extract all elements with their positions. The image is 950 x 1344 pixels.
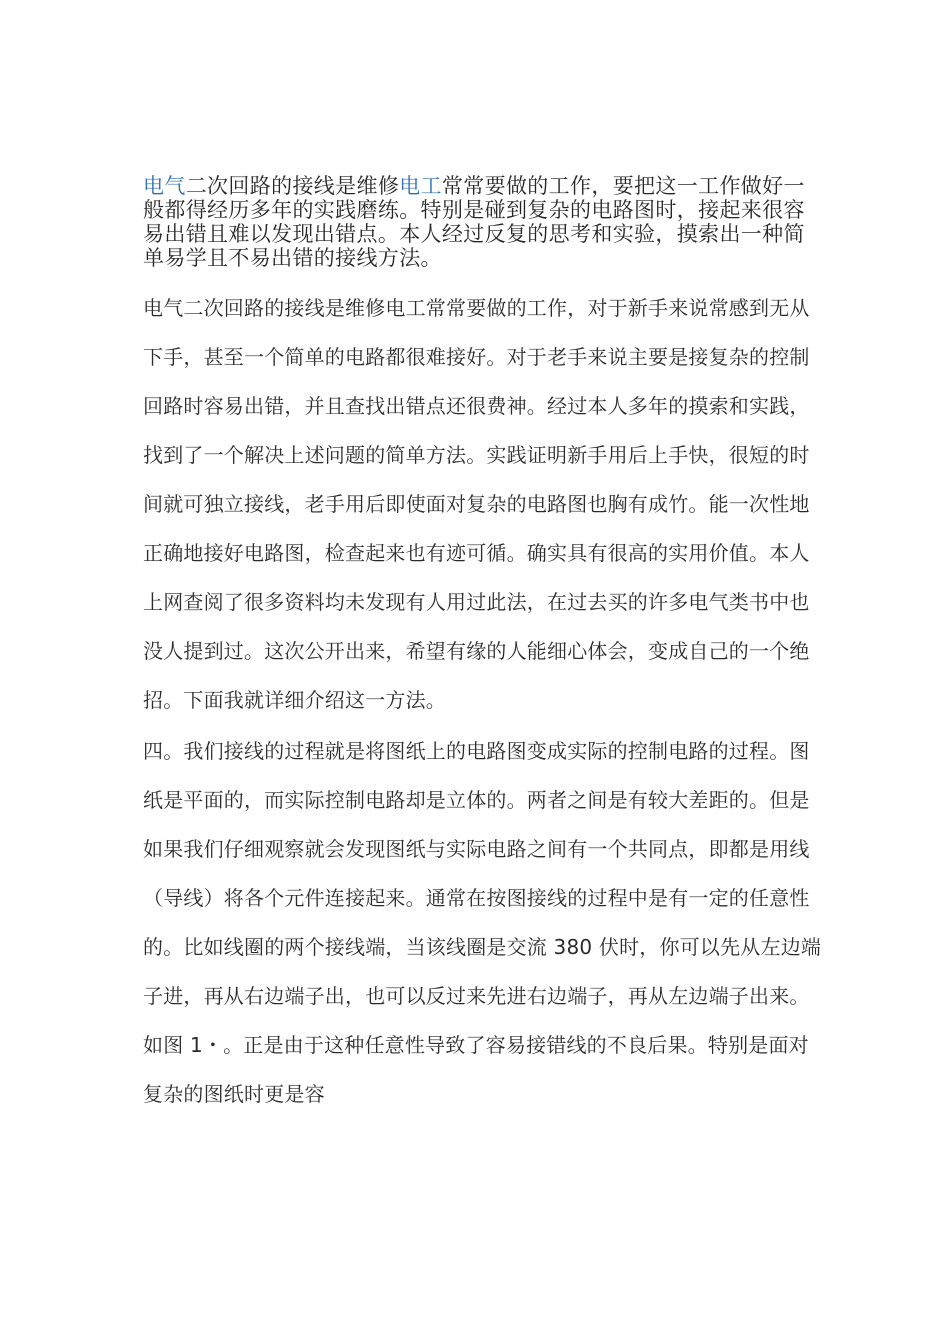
body-paragraph-2: 四。我们接线的过程就是将图纸上的电路图变成实际的控制电路的过程。图纸是平面的，而实际控制电路却是立体的。两者之间是有较大差距的。但是如果我们仔细观察就会发现图纸与实际电路之间有一个共同点，即都是用线（导线）将各个元件连接起来。通常在按图接线的过程中是有一定的任意性的。比如线圈的两个接线端，当该线圈是交流 380 伏时，你可以先从左边端子进，再从右边端子出，也可以反过来先进右边端子，再从左边端子出来。如图 1・。正是由于这种任意性导致了容易接错线的不良后果。特别是面对复杂的图纸时更是容: [143, 739, 822, 1106]
document-body: [143, 174, 823, 1119]
link-diangong[interactable]: 电工: [399, 174, 442, 198]
body-paragraph-1: 电气二次回路的接线是维修电工常常要做的工作，对于新手来说常感到无从下手，甚至一个简单的电路都很难接好。对于老手来说主要是接复杂的控制回路时容易出错，并且查找出错点还很费神。经过本人多年的摸索和实践，找到了一个解决上述问题的简单方法。实践证明新手用后上手快，很短的时间就可独立接线，老手用后即使面对复杂的电路图也胸有成竹。能一次性地正确地接好电路图，检查起来也有迹可循。确实具有很高的实用价值。本人上网查阅了很多资料均未发现有人用过此法，在过去买的许多电气类书中也没人提到过。这次公开出来，希望有缘的人能细心体会，变成自己的一个绝招。下面我就详细介绍这一方法。: [143, 296, 810, 712]
intro-paragraph: [143, 174, 823, 270]
intro-text-part1: 二次回路的接线是维修: [185, 174, 400, 198]
intro-text-part2: 常常要做的工作，要把这一工作做好一般都得经历多年的实践磨练。特别是碰到复杂的电路图时，接起来很容易出错且难以发现出错点。本人经过反复的思考和实验，摸索出一种简单易学且不易出错的接线方法。: [143, 174, 805, 270]
link-dianqi[interactable]: 电气: [143, 174, 186, 198]
